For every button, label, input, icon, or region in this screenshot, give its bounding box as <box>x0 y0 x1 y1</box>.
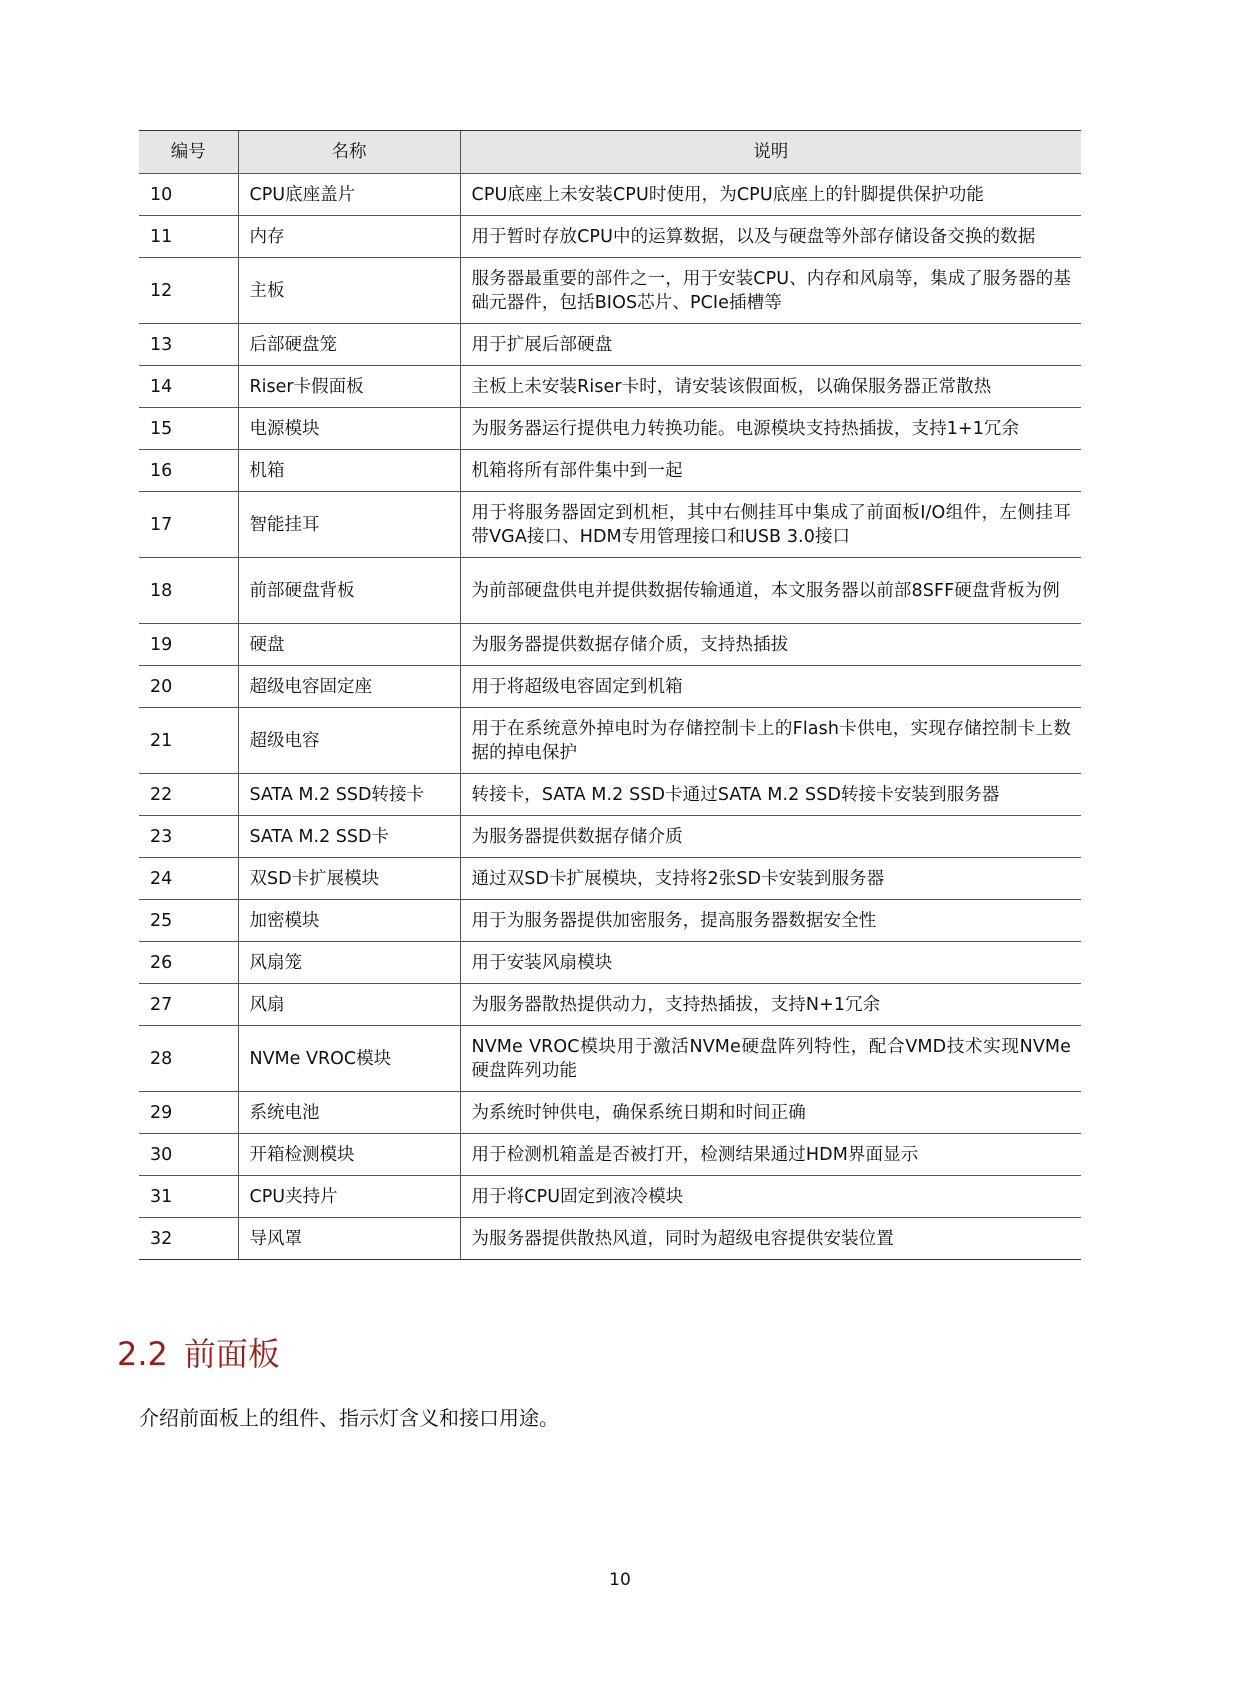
row-description: 为服务器提供数据存储介质 <box>460 816 1081 858</box>
row-name: 主板 <box>238 258 460 324</box>
section-heading <box>117 1332 280 1376</box>
page-number: 10 <box>609 1570 631 1590</box>
row-number: 16 <box>139 450 238 492</box>
table-row <box>139 900 1081 942</box>
row-description: 用于将服务器固定到机柜，其中右侧挂耳中集成了前面板I/O组件，左侧挂耳带VGA接口、HDM专用管理接口和USB 3.0接口 <box>460 492 1081 558</box>
row-number: 25 <box>139 900 238 942</box>
column-header-description: 说明 <box>460 131 1081 174</box>
row-name: 超级电容 <box>238 708 460 774</box>
row-description: 为服务器提供数据存储介质，支持热插拔 <box>460 624 1081 666</box>
row-name: CPU底座盖片 <box>238 174 460 216</box>
table-row <box>139 942 1081 984</box>
row-name: 前部硬盘背板 <box>238 558 460 624</box>
row-name: CPU夹持片 <box>238 1176 460 1218</box>
table-row <box>139 492 1081 558</box>
table-header-row <box>139 131 1081 174</box>
column-header-name: 名称 <box>238 131 460 174</box>
row-number: 22 <box>139 774 238 816</box>
row-number: 18 <box>139 558 238 624</box>
row-name: 硬盘 <box>238 624 460 666</box>
row-name: 电源模块 <box>238 408 460 450</box>
row-number: 27 <box>139 984 238 1026</box>
table-row <box>139 408 1081 450</box>
row-number: 11 <box>139 216 238 258</box>
row-description: 服务器最重要的部件之一，用于安装CPU、内存和风扇等，集成了服务器的基础元器件，包括BIOS芯片、PCIe插槽等 <box>460 258 1081 324</box>
table-row <box>139 1134 1081 1176</box>
row-description: 为前部硬盘供电并提供数据传输通道，本文服务器以前部8SFF硬盘背板为例 <box>460 558 1081 624</box>
row-description: 用于将超级电容固定到机箱 <box>460 666 1081 708</box>
row-number: 31 <box>139 1176 238 1218</box>
row-description: 用于将CPU固定到液冷模块 <box>460 1176 1081 1218</box>
row-description: 用于暂时存放CPU中的运算数据，以及与硬盘等外部存储设备交换的数据 <box>460 216 1081 258</box>
row-name: 风扇笼 <box>238 942 460 984</box>
table-row <box>139 258 1081 324</box>
row-name: 加密模块 <box>238 900 460 942</box>
row-description: 为服务器运行提供电力转换功能。电源模块支持热插拔，支持1+1冗余 <box>460 408 1081 450</box>
row-description: 用于检测机箱盖是否被打开，检测结果通过HDM界面显示 <box>460 1134 1081 1176</box>
row-description: 用于安装风扇模块 <box>460 942 1081 984</box>
table-row <box>139 816 1081 858</box>
row-number: 19 <box>139 624 238 666</box>
row-name: 风扇 <box>238 984 460 1026</box>
section-intro: 介绍前面板上的组件、指示灯含义和接口用途。 <box>139 1406 559 1430</box>
row-number: 26 <box>139 942 238 984</box>
row-description: 用于为服务器提供加密服务，提高服务器数据安全性 <box>460 900 1081 942</box>
row-number: 23 <box>139 816 238 858</box>
row-number: 24 <box>139 858 238 900</box>
row-number: 13 <box>139 324 238 366</box>
row-name: 超级电容固定座 <box>238 666 460 708</box>
table-row <box>139 1176 1081 1218</box>
row-number: 20 <box>139 666 238 708</box>
row-description: 主板上未安装Riser卡时，请安装该假面板，以确保服务器正常散热 <box>460 366 1081 408</box>
table-row <box>139 558 1081 624</box>
row-description: 为系统时钟供电，确保系统日期和时间正确 <box>460 1092 1081 1134</box>
row-name: 后部硬盘笼 <box>238 324 460 366</box>
table-row <box>139 450 1081 492</box>
table-row <box>139 708 1081 774</box>
row-name: 双SD卡扩展模块 <box>238 858 460 900</box>
table-row <box>139 366 1081 408</box>
row-name: 开箱检测模块 <box>238 1134 460 1176</box>
row-number: 21 <box>139 708 238 774</box>
row-number: 30 <box>139 1134 238 1176</box>
row-name: Riser卡假面板 <box>238 366 460 408</box>
row-description: 转接卡，SATA M.2 SSD卡通过SATA M.2 SSD转接卡安装到服务器 <box>460 774 1081 816</box>
section-number: 2.2 <box>117 1335 168 1373</box>
table-row <box>139 858 1081 900</box>
component-table <box>139 130 1081 1260</box>
table-row <box>139 216 1081 258</box>
row-description: 机箱将所有部件集中到一起 <box>460 450 1081 492</box>
row-name: NVMe VROC模块 <box>238 1026 460 1092</box>
row-name: 导风罩 <box>238 1218 460 1260</box>
row-name: 内存 <box>238 216 460 258</box>
row-name: 智能挂耳 <box>238 492 460 558</box>
row-name: 系统电池 <box>238 1092 460 1134</box>
table-row <box>139 324 1081 366</box>
row-name: 机箱 <box>238 450 460 492</box>
table-row <box>139 174 1081 216</box>
table-row <box>139 984 1081 1026</box>
row-description: NVMe VROC模块用于激活NVMe硬盘阵列特性，配合VMD技术实现NVMe硬盘阵列功能 <box>460 1026 1081 1092</box>
row-name: SATA M.2 SSD转接卡 <box>238 774 460 816</box>
table-row <box>139 1218 1081 1260</box>
row-number: 32 <box>139 1218 238 1260</box>
table-row <box>139 1026 1081 1092</box>
row-description: 为服务器散热提供动力，支持热插拔，支持N+1冗余 <box>460 984 1081 1026</box>
row-description: 用于在系统意外掉电时为存储控制卡上的Flash卡供电，实现存储控制卡上数据的掉电保护 <box>460 708 1081 774</box>
row-description: 用于扩展后部硬盘 <box>460 324 1081 366</box>
row-name: SATA M.2 SSD卡 <box>238 816 460 858</box>
row-description: CPU底座上未安装CPU时使用，为CPU底座上的针脚提供保护功能 <box>460 174 1081 216</box>
table-row <box>139 774 1081 816</box>
row-number: 10 <box>139 174 238 216</box>
row-number: 14 <box>139 366 238 408</box>
row-description: 通过双SD卡扩展模块，支持将2张SD卡安装到服务器 <box>460 858 1081 900</box>
row-number: 28 <box>139 1026 238 1092</box>
row-number: 15 <box>139 408 238 450</box>
row-number: 29 <box>139 1092 238 1134</box>
column-header-number: 编号 <box>139 131 238 174</box>
row-number: 17 <box>139 492 238 558</box>
section-title: 前面板 <box>183 1335 280 1373</box>
row-description: 为服务器提供散热风道，同时为超级电容提供安装位置 <box>460 1218 1081 1260</box>
table-row <box>139 666 1081 708</box>
table-row <box>139 1092 1081 1134</box>
row-number: 12 <box>139 258 238 324</box>
table-row <box>139 624 1081 666</box>
